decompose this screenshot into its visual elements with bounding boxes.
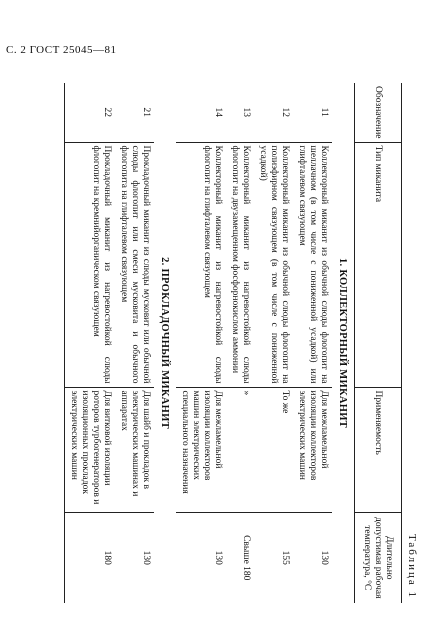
table-header-row — [355, 83, 402, 603]
page-header: С. 2 ГОСТ 25045—81 — [6, 44, 117, 56]
cell-type: Коллекторный миканит из обычной слюды флогопит на полиэфирном связующем (в том числе с пониженной усадкой) — [254, 142, 293, 387]
cell-use: » — [226, 387, 254, 512]
cell-type: Коллекторный миканит из нагревостойкой слюды флогопит на глифталевом связующем — [176, 142, 226, 387]
cell-use: То же — [254, 387, 293, 512]
table-row — [65, 83, 116, 603]
table-row — [176, 83, 226, 603]
cell-code: 13 — [241, 107, 251, 117]
table-row — [254, 83, 293, 603]
rotated-table-container — [69, 83, 418, 603]
cell-code: 11 — [319, 107, 329, 117]
cell-code: 22 — [102, 107, 112, 117]
cell-code: 21 — [141, 107, 151, 117]
cell-temp: 130 — [115, 512, 154, 603]
column-header-code: Обозначение — [355, 83, 402, 142]
cell-code: 14 — [213, 107, 223, 117]
cell-temp: Свыше 180 — [226, 512, 254, 603]
cell-code: 12 — [280, 107, 290, 117]
table-row — [226, 83, 254, 603]
section-title: 2. ПРОКЛАДОЧНЫЙ МИКАНИТ — [159, 257, 170, 429]
cell-type: Прокладочный миканит из слюды мусковит или обычной слюды флогопит или смеси мусковита и обычного флогопита на глифталевом связующем — [115, 142, 154, 387]
table-caption: Таблица 1 — [406, 533, 418, 599]
mica-types-table — [62, 83, 402, 603]
cell-use: Для витковой изоляции роторов турбогенераторов и изоляционных прокладок электрических машин — [65, 387, 116, 512]
cell-temp: 155 — [254, 512, 293, 603]
table-row — [293, 83, 332, 603]
table-row — [115, 83, 154, 603]
column-header-type: Тип миканита — [355, 142, 402, 387]
cell-use: Для шайб и прокладок в электрических машинах и аппаратах — [115, 387, 154, 512]
cell-use: Для межламельной изоляции коллекторов электрических машин — [293, 387, 332, 512]
section-title-row — [332, 83, 355, 603]
cell-type: Коллекторный миканит из нагревостойкой слюды флогопит на двузамещенном фосфорнокислом аммонии — [226, 142, 254, 387]
cell-type: Коллекторный миканит из обычной слюды флогопит на шеллачном (в том числе с пониженной усадкой) или глифталевом связующем — [293, 142, 332, 387]
cell-type: Прокладочный миканит из нагревостойкой слюды флогопит на кремнийорганическом связующем — [65, 142, 116, 387]
column-header-use: Применяемость — [355, 387, 402, 512]
section-title-row — [154, 83, 176, 603]
cell-temp: 130 — [293, 512, 332, 603]
section-title: 1. КОЛЛЕКТОРНЫЙ МИКАНИТ — [337, 258, 348, 428]
table-bottom-rule — [62, 83, 65, 603]
bottom-rule-cell — [62, 83, 65, 603]
cell-temp: 180 — [65, 512, 116, 603]
column-header-temp: Длительно допустимая рабочая температура, °С — [355, 512, 402, 603]
cell-use: Для межламельной изоляции коллекторов машин электрических специального назначения — [176, 387, 226, 512]
cell-temp: 130 — [176, 512, 226, 603]
